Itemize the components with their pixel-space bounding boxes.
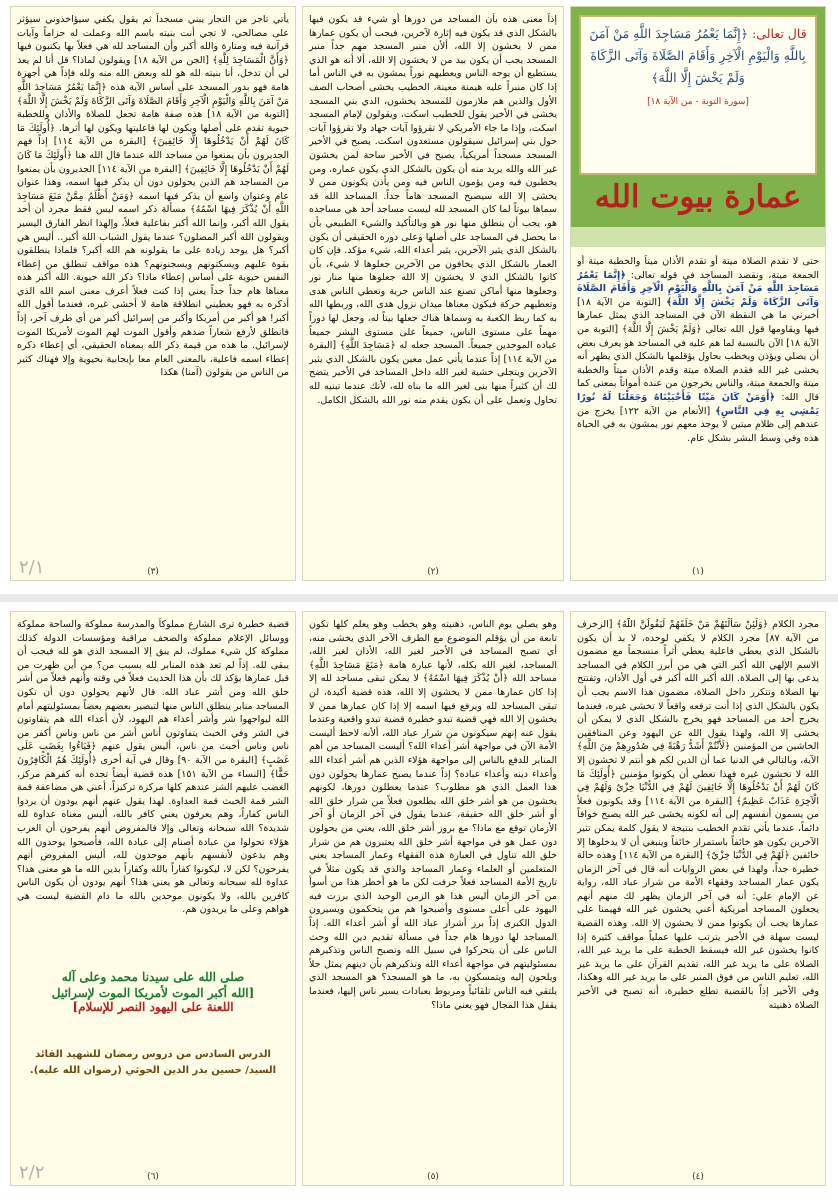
page-4-body	[577, 618, 819, 1167]
text-highlight-b: ﴿أَوَمَنْ كَانَ مَيْتًا فَأَحْيَيْنَاهُ وَجَعَلْنَا لَهُ نُورًا يَمْشِي بِهِ فِي النَّاسِ﴾	[577, 391, 819, 417]
page-1-body	[577, 255, 819, 562]
page-2	[302, 6, 564, 581]
sheet-number: ٢/١	[19, 557, 45, 578]
verse-frame	[579, 15, 817, 175]
slogan-line-2: اللعنة على اليهود النصر للإسلام]	[72, 1000, 234, 1014]
verse-intro: قال تعالى:	[752, 26, 807, 41]
lesson-credit	[21, 1047, 285, 1079]
page-6-text: قضية خطيرة ترى الشارع مملوكاً والمدرسة مملوكة والساحة مملوكة ووسائل الإعلام مملوكة والصحف مراقبة ومؤسسات الدولة كذلك مملوكة كل شيء مملوك، لم يبق إلا المسجد الذي هو لله فيجب أن يبقى لله. إذاً لم تعد هذه المنابر لله بسبب من؟ من أين ظهرت من قبل عمارها يؤكد لك بأن هذا الحديث فعلاً في وقته وأنهم فعلاً من أشر خلق الله ومن أشر عباد الله. قال لأنهم يحولون دون أن تكون المساجد منابر ينطلق الناس منها لتبصير بعضهم بعضاً بمسئوليتهم أمام الله ليواجهوا شر وأشر أعداء هم اليهود، لأن أعداء الله هم يتفاوتون في الشر وفي الخبث يتفاوتون أناس أشر من ناس وناس أكفر من ناس وناس أخبث من ناس، أليس يقول عنهم ﴿فَبَاءُوا بِغَضَبٍ عَلَى غَضَبٍ﴾ [البقرة من الآية ٩٠] وقال في آية أخرى ﴿أُولَئِكَ هُمُ الْكَافِرُونَ حَقًّا﴾ [النساء من الآية ١٥١] هذه قضية أيضاً تجده أنه كفرهم مركز، الغضب عليهم الشر عندهم كلها مركزة تركيزاً، أعني هي مضاعفة قمة الشر قمة الخبث قمة العداوة. لهذا يقول عنهم أنهم يودون أن يردوا الناس كفاراً، وهم يعرفون يعني كافر بالله، أليس معناه عداوة لله شديدة؟ الله سبحانه وتعالى وإلا فالمفروض أنهم يفرحون أن العرب هؤلاء تحولوا من عبادة أصنام إلى عبادة الله، فأصبحوا يوحدون الله وهم يدعون لأنفسهم بأنهم موحدون لله، أليس المفروض أنهم يفرحون؟ لكن لا، ليكونوا كفاراً بالله وكفاراً بدين الله ما هو معنى هذا؟ عداوة لله سبحانه وتعالى هو يعني هذا؟ أنهم يودون أن يكون الناس كافرين بالله، ولا يكونون موحدين بالله ما دام القضية ليست هي هواهم وعلى ما يريدون هم.	[17, 619, 289, 916]
sheet-1	[0, 0, 838, 590]
lesson-line-1: الدرس السادس من دروس رمضان للشهيد القائد	[35, 1049, 271, 1060]
page-3-body	[17, 13, 289, 562]
verse-reference: [سورة التوبة - من الآية ١٨]	[647, 97, 749, 107]
page-1	[570, 6, 826, 581]
page-5-text: وهو يصلي يوم الناس، ذهنيته وهو يخطب وهو يعلم كلها تكون تابعة من أن يؤقلم الموضوع مع الطرف الآخر الذي يخشى منه، أي تصبح المساجد في الأخير لغير الله، الأذان لغير الله، المساجد، لغير الله بكله، لأنها عبارة هامة ﴿مَنَعَ مَسَاجِدَ اللَّهِ﴾ مساجد الله ﴿أَنْ يُذْكَرَ فِيهَا اسْمُهُ﴾ لا يمكن تبقى مساجد لله إلا إذا كان عمارها ممن لا يخشون إلا الله، هذه قضية أكيدة، لن تبقى المساجد لله ويرفع فيها اسمه إلا إذا كان عمارها ممن لا يخشون إلا الله فهي قضية تبدو خطيرة قضية تبدو واقعية وعندما يقول عنه إنهم سيكونون من شرار عباد الله، ألأنه لاحظ أليست الأمة الآن في مواجهة أشر أعداء الله؟ أليست المساجد من أهم المنابر للدفع بالناس إلى مواجهة هؤلاء الذين هم أشر أعداء الله وأعداء دينه وأعداء عباده؟ إذاً عندما يصبح عمارها يحولون دون هذا العمل الذي هو مطلوب؟ عندما يعطلون دورها، لكونهم يخشون من هو أشر خلق الله يطلعون فعلاً من شرار خلق الله أو أشر خلق الله حقيقة، عندما يقول في آخر الزمان أو آخر الأزمان توقع مع ماذا؟ مع بروز أشر خلق الله، يعني من يحولون دون عمل هو في مواجهة أشر خلق الله يعتبرون هم من شرار خلق الله تناول في العبارة هذه الفقهاء وعمار المساجد يعني المتعلمين أو العلماء وعمار المساجد والذي قد يكون مثلاً في تاريخ الأمة المساجد فعلاً حرفت لكن ما هو أخطر هذا من أسوأ من آخر الزمان أليس هذا هو الزمن الوحيد الذي برزت فيه اليهود على أعلى مستوى وأصبحوا هم من يتحكمون ويسيرون الدول الكبرى إذاً برز أشرار عباد الله أو أشر أعداء الله. إذاً المساجد لها دورها هام جداً في مسألة تقديم دين الله وحث الناس على أن يتحركوا في سبيل الله وتصبح الناس وتذكيرهم بمسئوليتهم في مواجهة أعداء الله وتذكيرهم بأن دينهم يمثل حلاً ويلحون إليه ويتمسكون به، ما هو المسجد؟ هو المسجد الذي يلتقي فيه الناس تلقائياً ومربوط بعبادات يسير ناس إليها، فعندما يقفل هذا المجال فهو يعني ماذا؟	[309, 619, 557, 1011]
lesson-line-2: السيد/ حسين بدر الدين الحوثي (رضوان الله عليه).	[29, 1065, 277, 1076]
page-6	[10, 611, 296, 1186]
sheet-2	[0, 605, 838, 1195]
salawat-line: صلى الله على سيدنا محمد وعلى آله	[61, 970, 245, 984]
page-2-body	[309, 13, 557, 562]
page-1-text	[577, 255, 819, 445]
text-part-c: [الأنعام من الآية ١٢٢] يخرج من عندهم إلى ظلام ميتين لا يوجد معهم نور يمشون به في الحياة هذه وفي وسط البشر بشكل عام.	[577, 405, 819, 444]
text-highlight-a: ﴿إِنَّمَا يَعْمُرُ مَسَاجِدَ اللَّهِ مَنْ آمَنَ بِاللَّهِ وَالْيَوْمِ الْآخِرِ وَأَقَامَ الصَّلَاةَ وَآتَى الزَّكَاةَ وَلَمْ يَخْشَ إِلَّا اللَّهَ﴾	[577, 269, 819, 308]
quran-verse	[589, 23, 807, 113]
slogan-line-1: [الله أكبر الموت لأمريكا الموت لإسرائيل	[51, 986, 255, 1000]
page-2-text: إذاً معنى هذه بأن المساجد من دورها أو شيء قد يكون فيها بالشكل الذي قد يكون فيه إثارة لآخرين، فيجب أن يكون عمارها ممن لا يخشون إلا الله، ألأن منبر المسجد مهم جداً منبر المسجد يجب أن يكون بيد من لا يخشون إلا الله، ألا أنه هو الذي يستطيع أن يوجه الناس ويعطيهم نوراً يمشون به في الناس أما إذا كان منبراً عليه هيمنة معينة، الخطيب يخشى أصحاب الصف الأول والذين هم ملازمون للمسجد يخشون، الذي بني المسجد يخشى في الأخير يقول للخطيب اسكت، ويقولون لإمام المسجد اسكت، وإذا ما جاء الأمريكي لا تقرؤوا آيات جهاد ولا تقرؤوا آيات حول بني إسرائيل سيقولون مستعدون اسكت. يصبح في الأخير المسجد مسجداً أمريكياً، يصبح في الأخير ساحة لمن يخشون غير الله والله يريد منه أن يكون بالشكل الذي يكون عماره، ومن يخطبون فيه ومن يؤمون الناس فيه ومن يأذن يكونون ممن لا يخشى إلا الله سيصبح المسجد هاماً جداً. المساجد الله قد سماها بيوتاً لما كان المسجد لله ليست مساجد أحد هي مساجده هو، يجب أن ينطلق منها نور هو وبالتأكيد والشيء الطبيعي بأن ما يحصل في المساجد على أصلها وعلى دوره الحقيقي أن يكون بالشكل الذي يثير الآخرين، يثير أعداء الله، شيء مؤكد. فإن كان العمار بالشكل الذي يخافون من الآخرين جعلوها لا شيء، بأن كانوا بالشكل الذي لا يخشون إلا الله جعلوها منها منار نور وجعلوها منها أماكن تصنع عند الناس حرية وتعطي الناس هدى وتعطيهم حركة فيكون معناها ميدان نزول هدى الله، وربطها الله به كما ربط الكعبة به وسماها هناك جعلها بيتاً له، وجعل لها دوراً مهماً على مستوى الناس، جميعاً على مستوى البشر جميعاً عباده الموحدين جميعاً. المسجد جعله له ﴿مَسَاجِدَ اللَّهِ﴾ [البقرة من الآية ١١٤] إذاً عندما يأتي عمل معين يكون بالشكل الذي يثير الآخرين ويتجلى خشية لغير الله داخل المساجد في الأخير يتضح لك أن كثيراً منها بنى لغير الله ما بناه لله، لأنك عندما تبنيه لله تحاول وتعمل على أن يكون يقدم منه نور الله بالشكل الكامل.	[309, 14, 557, 406]
page-6-body	[17, 618, 289, 958]
page-number: (٢)	[427, 567, 439, 577]
page-number: (١)	[692, 567, 704, 577]
page-4-text: مجرد الكلام ﴿وَلَئِنْ سَأَلْتَهُمْ مَنْ خَلَقَهُمْ لَيَقُولُنَّ اللَّهُ﴾ [الزخرف من الآية ٨٧] مجرد الكلام لا يكفي لوحده، لا بد أن يكون بالشكل الذي يعطي فاعلية يعطي أثراً منسجماً مع مضمون الاسم الإلهي الله أكبر التي هي من أبرز الكلام في المساجد يدعى بها إلى الصلاة. الله أكبر الله أكبر في أول الأذان، وتفتتح بها الصلاة وتتكرر داخل الصلاة، مضمون هذا الاسم يجب أن يكون بالشكل الذي إذا أنت ترفعه واقعاً لا تخشى غيره، فعندما يخرج أحد من المساجد فهو يخرج بالشكل الذي لا يمكن أن يخشى إلا الله، ولهذا يقول الله عن اليهود وعن المنافقين الخاشين من المؤمنين ﴿لَأَنْتُمْ أَشَدُّ رَهْبَةً فِي صُدُورِهِمْ مِنَ اللَّهِ﴾ الآية، وبالتالي في الدنيا عما أن الدين لكم هو أنتم لا تخشون إلا الله لا تخشون غيره فهذا تعطي أن يكونوا مؤمنين ﴿أُولَئِكَ مَا كَانَ لَهُمْ أَنْ يَدْخُلُوهَا إِلَّا خَائِفِينَ لَهُمْ فِي الدُّنْيَا خِزْيٌ وَلَهُمْ فِي الْآخِرَةِ عَذَابٌ عَظِيمٌ﴾ [البقرة من الآية ١١٤] وقد يكونون فعلاً من يسمون أنفسهم إلى أنه لكونه يخشى غير الله يصبح خوافاً دائماً، عندما يأتي تقدم الخطيب بنتيجة لا يقول كلمة يمكن تثير الآخرين يكون هو خائفاً باستمرار خائفاً وينبغي أن لا يدخلوها إلا خائفين ﴿لَهُمْ فِي الدُّنْيَا خِزْيٌ﴾ [البقرة من الآية ١١٤] وهذه حالة خطيرة جداً، ولهذا في بعض الروايات أنه قال في آخر الزمان يكون عمار المساجد وفقهاء الأمة من شرار عباد الله، رواية عن الإمام علي: أنه في آخر الزمان يظهر لك منهم أنهم يجعلون المساجد أمريكية أعني يخشون غير الله فهيمنا على عمارها يجب أن يكونوا ممن لا يخشون إلا الله. وهذه القضية ليست سهلة في الأخير يترتب عليها عملياً مواقف كثيرة إذا كانوا يخشون غير الله فيسقط الخطبة على ما يريد غير الله، الصلاة على ما يريد غير الله، تقديم القرآن على ما يريد غير الله، تعليم الناس من فوق المنبر على ما يريد غير الله وهكذا، وفي الأخير إذاً بالقضية تطلع خطيرة، أنه تصبح في الأخير الصلاة ذهنيته	[577, 619, 819, 1011]
page-number: (٤)	[692, 1172, 704, 1182]
page-4	[570, 611, 826, 1186]
sheet-number: ٢/٢	[19, 1162, 45, 1183]
text-part-a: حتى لا تقدم الصلاة ميتة أو تقدم الأذان ميتاً والخطبة ميتة أو الجمعة ميتة، ونقصد المساجد في قوله تعالى:	[577, 256, 819, 281]
closing-block	[21, 970, 285, 1014]
page-5-body	[309, 618, 557, 1167]
page-3	[10, 6, 296, 581]
page-5	[302, 611, 564, 1186]
sheet-divider	[0, 594, 838, 602]
page-3-text: يأتي تاجر من التجار يبني مسجداً ثم يقول يكفي سيؤاخذوني سيؤثر على مصالحي، لا تجي أنت بنيته باسم الله وعملت له حزاماً وآيات قرآنية فيه ومنارة والله أكبر وأن المساجد لله هي فعلاً بها يكتبون فيها ﴿وَأَنَّ الْمَسَاجِدَ لِلَّهِ﴾ [الجن من الآية ١٨] ويقولون لماذا؟ قل أنا لم يعد لي أن تدخل، أنا بنيته لله هو لله وبعض الله منه ولله فإذاً هي أجهزة هامة فهو بدور المسجد على أساس الآية هذه ﴿إِنَّمَا يَعْمُرُ مَسَاجِدَ اللَّهِ مَنْ آمَنَ بِاللَّهِ وَالْيَوْمِ الْآخِرِ وَأَقَامَ الصَّلَاةَ وَآتَى الزَّكَاةَ وَلَمْ يَخْشَ إِلَّا اللَّهَ﴾ [التوبة من الآية ١٨] هذه صفة هامة تجعل للصلاة والأذان وللخطبة حيوية تقدم على أصلها ويكون لها فاعليتها ويكون لها أثرها. ﴿أُولَئِكَ مَا كَانَ لَهُمْ أَنْ يَدْخُلُوهَا إِلَّا خَائِفِينَ﴾ [البقرة من الآية ١١٤] إذاً فهم الجديرون بأن يمنعوا من مساجد الله عندما قال الله هنا ﴿أُولَئِكَ مَا كَانَ لَهُمْ أَنْ يَدْخُلُوهَا إِلَّا خَائِفِينَ﴾ [البقرة من الآية ١١٤] الجديرون بأن يمنعوا من المساجد هم الذين يحولون دون أن يذكر فيها اسمه، وهذا عنوان عام وعنوان واسع أن يذكر فيها اسمه ﴿وَمَنْ أَظْلَمُ مِمَّنْ مَنَعَ مَسَاجِدَ اللَّهِ أَنْ يُذْكَرَ فِيهَا اسْمُهُ﴾ مسألة ذكر اسمه ليس فقط مجرد أن أحد يقول الله أكبر، وإنما الله أكبر بفاعلية فعلاً، وإلهذا انظر الفارق اليسير ويقولون الله أكبر المصلون؟ عندما يقول الشباب الله أكبر.. أليس هي أكبر؟ هل يوجد زيادة على ما يقولونه هم الله أكبر؟ فلماذا ينطلقون بقوة عليهم ويسكتونهم ويسجنونهم؟ هذه مواقف تنطلق من إعطاء النفس حيوية على أساس إعطاء ماذا؟ ذكر الله حيوية. الله أكبر هذه معناها هام جداً جداً يعني إذا كنت فعلاً أعرف معنى اسم الله الذي أذكره به فهو يعطيني انطلاقة هامة لا أخشى غيره، فعندما أقول الله أكبر! هو أكبر من أمريكا وأكبر من إسرائيل أكبر من أي طرف آخر، إذاً فانطلق لأرفع شعاراً ضدهم وأقول الموت لهم الموت لأمريكا الموت لإسرائيل. ما هذه من قيمة ذكر الله بمعناه الحقيقي، أي إعطاء ذكره إعطاء اسمه فاعلية، بالمعنى العام معا بإيجابية بحيوية وإلا فهناك كثير من الناس من يقولون (آمنا) هكذا	[17, 14, 289, 379]
verse-text: ﴿إِنَّمَا يَعْمُرُ مَسَاجِدَ اللَّهِ مَنْ آمَنَ بِاللَّهِ وَالْيَوْمِ الْآخِرِ وَأَقَامَ الصَّلَاةَ وَآتَى الزَّكَاةَ وَلَمْ يَخْشَ إِلَّا اللَّهَ﴾	[589, 26, 806, 85]
page-title: عمارة بيوت الله	[594, 179, 802, 215]
page-number: (٥)	[427, 1172, 439, 1182]
page-number: (٣)	[147, 567, 159, 577]
header-band	[571, 227, 825, 247]
text-part-b: [التوبة من الآية ١٨] أخبرني ما هي النقطة الآن في المساجد الذي يمثل عمارها فيها ويقاومها قول الله تعالى ﴿وَلَمْ يَخْشَ إِلَّا اللَّهَ﴾ [التوبة من الآية ١٨] الآن بالنسبة لما هم عليه في المساجد هو يعرف بعض أن يصلي ويؤذن ويخطب بحاول يؤقلمها بالشكل الذي يظهر أنه يخشى غير الله فقدم الصلاة ميتة وقدم الأذان ميتاً والخطبة ميتة والجمعة ميتة، والناس يخرجون من عنده أمواتاً بمعنى كما قال الله:	[577, 296, 819, 403]
page-1-header	[571, 7, 825, 247]
page-number: (٦)	[147, 1172, 159, 1182]
